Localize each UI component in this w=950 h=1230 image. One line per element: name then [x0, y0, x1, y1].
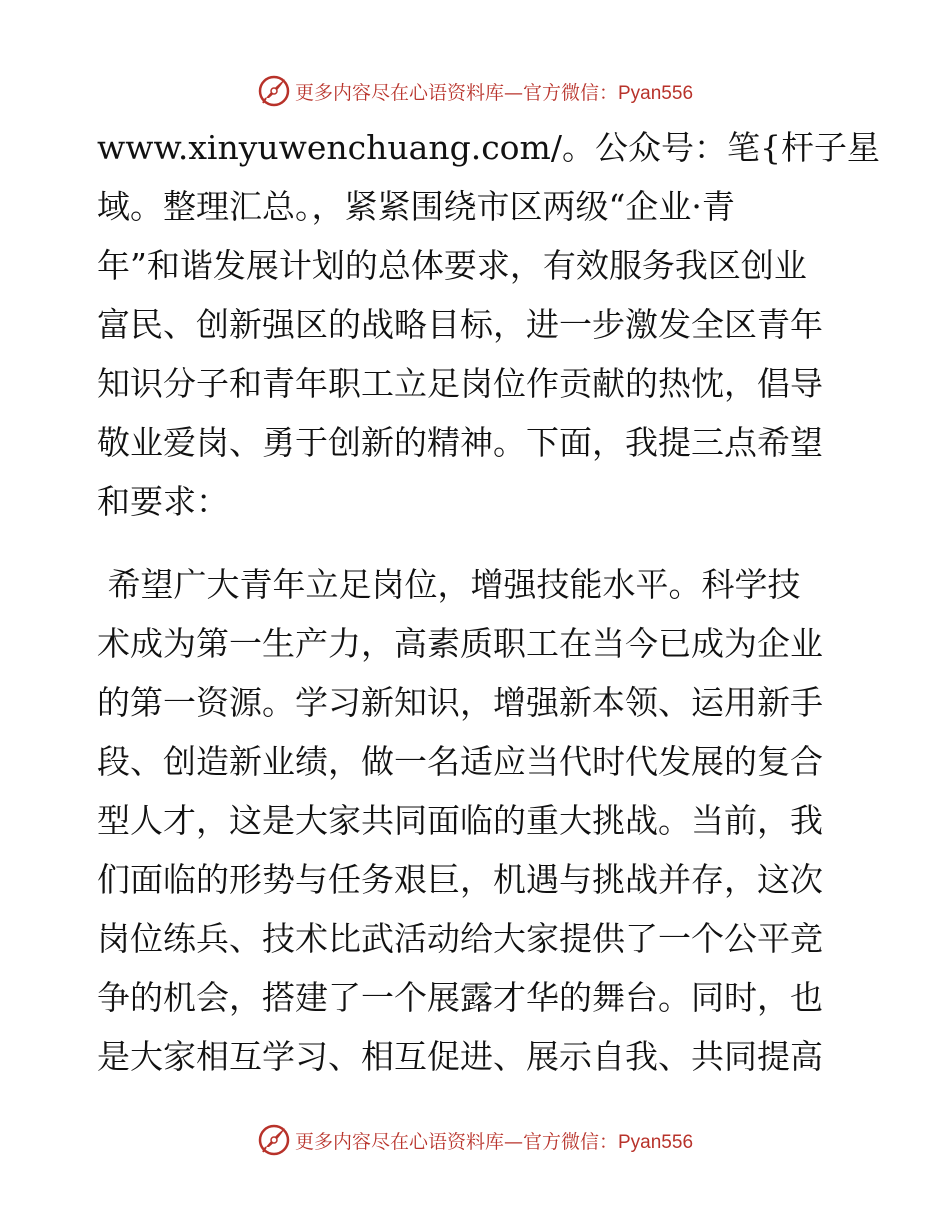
paragraph-gap [97, 531, 857, 555]
text-line: 域。整理汇总。，紧紧围绕市区两级“企业·青 [97, 187, 735, 226]
footer-wechat-handle: Pyan556 [618, 1131, 694, 1153]
text-line: 型人才，这是大家共同面临的重大挑战。当前，我 [97, 801, 823, 840]
document-body [97, 118, 880, 1086]
header-wechat-label: 官方微信： [522, 81, 618, 104]
text-line: 是大家相互学习、相互促进、展示自我、共同提高 [97, 1037, 823, 1076]
paragraph-1 [97, 118, 880, 531]
header-wechat-handle: Pyan556 [618, 82, 694, 104]
text-line: www.xinyuwenchuang.com/。公众号：笔{杆子星 [97, 128, 880, 167]
footer-wechat-label: 官方微信： [522, 1130, 618, 1153]
text-line: 富民、创新强区的战略目标，进一步激发全区青年 [97, 305, 823, 344]
header-banner-text [295, 78, 693, 105]
text-line: 岗位练兵、技术比武活动给大家提供了一个公平竞 [97, 919, 823, 958]
text-line: 的第一资源。学习新知识，增强新本领、运用新手 [97, 683, 823, 722]
text-line: 年”和谐发展计划的总体要求，有效服务我区创业 [97, 246, 807, 285]
footer-banner-text [295, 1127, 693, 1154]
text-line: 们面临的形势与任务艰巨，机遇与挑战并存，这次 [97, 860, 823, 899]
text-line: 段、创造新业绩，做一名适应当代时代发展的复合 [97, 742, 823, 781]
text-line: 知识分子和青年职工立足岗位作贡献的热忱，倡导 [97, 364, 823, 403]
text-line: 术成为第一生产力，高素质职工在当今已成为企业 [97, 624, 823, 663]
text-line: 敬业爱岗、勇于创新的精神。下面，我提三点希望 [97, 423, 823, 462]
footer-banner-title: 更多内容尽在心语资料库 [294, 1130, 504, 1153]
footer-banner-separator: — [503, 1130, 523, 1153]
footer-banner [0, 1120, 950, 1160]
quill-logo-icon [257, 1123, 291, 1157]
paragraph-2 [97, 555, 857, 1086]
text-line: 和要求： [97, 482, 229, 521]
header-banner-title: 更多内容尽在心语资料库 [294, 81, 504, 104]
text-line: 希望广大青年立足岗位，增强技能水平。科学技 [97, 565, 801, 604]
quill-logo-icon [257, 74, 291, 108]
header-banner-separator: — [503, 81, 523, 104]
header-banner [0, 71, 950, 111]
text-line: 争的机会，搭建了一个展露才华的舞台。同时，也 [97, 978, 823, 1017]
